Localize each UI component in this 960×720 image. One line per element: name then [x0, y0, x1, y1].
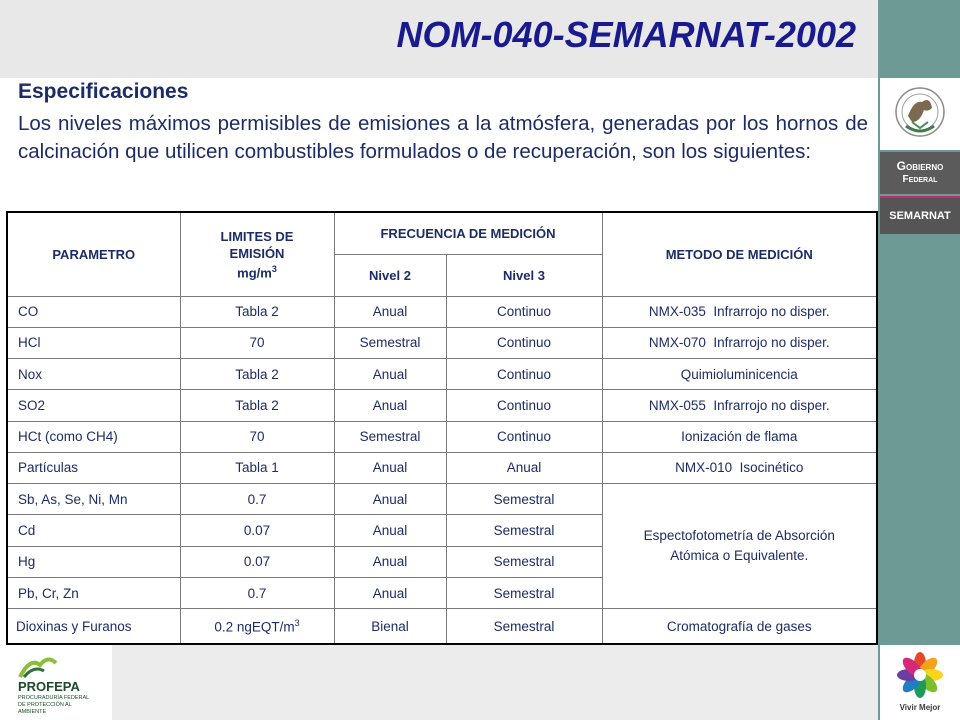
cell-nivel3: Semestral: [446, 484, 602, 515]
limites-unit-text: mg/m: [237, 265, 272, 281]
cell-nivel2: Semestral: [334, 327, 446, 358]
cell-nivel3: Semestral: [446, 577, 602, 608]
table-row: [7, 421, 877, 452]
cell-nivel2: Anual: [334, 296, 446, 327]
cell-nivel2: Anual: [334, 546, 446, 577]
cell-metodo: NMX-010 Isocinético: [602, 452, 877, 483]
header-nivel3: Nivel 3: [446, 254, 602, 296]
table-row: [7, 609, 877, 644]
cell-param: Dioxinas y Furanos: [7, 609, 180, 644]
cell-param: Hg: [7, 546, 180, 577]
table-row: [7, 484, 877, 515]
cell-limite: Tabla 1: [180, 452, 334, 483]
cell-nivel3: Semestral: [446, 609, 602, 644]
cell-nivel3: Anual: [446, 452, 602, 483]
cell-metodo: NMX-055 Infrarrojo no disper.: [602, 390, 877, 421]
footer-band: [112, 645, 878, 720]
cell-limite: [180, 609, 334, 644]
header-metodo: METODO DE MEDICIÓN: [602, 212, 877, 296]
semarnat-label: SEMARNAT: [889, 210, 951, 222]
header-bar: [0, 0, 880, 78]
cell-nivel3: Continuo: [446, 359, 602, 390]
cell-param: Partículas: [7, 452, 180, 483]
cell-nivel3: Semestral: [446, 515, 602, 546]
cell-nivel2: Anual: [334, 390, 446, 421]
cell-nivel2: Anual: [334, 515, 446, 546]
cell-limite: 70: [180, 327, 334, 358]
cell-nivel3: Continuo: [446, 390, 602, 421]
cell-param: Pb, Cr, Zn: [7, 577, 180, 608]
cell-param: Cd: [7, 515, 180, 546]
cell-nivel3: Continuo: [446, 327, 602, 358]
emissions-table: [6, 211, 878, 645]
header-nivel2: Nivel 2: [334, 254, 446, 296]
cell-metodo-merged: Espectofotometría de Absorción Atómica o Equivalente.: [602, 484, 877, 609]
table-row: [7, 296, 877, 327]
cell-nivel2: Anual: [334, 577, 446, 608]
header-limites-unit: [185, 264, 330, 280]
cell-limite: Tabla 2: [180, 359, 334, 390]
cell-nivel2: Bienal: [334, 609, 446, 644]
table-row: [7, 452, 877, 483]
slide-title: NOM-040-SEMARNAT-2002: [396, 14, 856, 55]
coat-of-arms-area: [880, 78, 960, 150]
mexican-coat-of-arms-icon: [894, 82, 946, 146]
cell-param: CO: [7, 296, 180, 327]
gobierno-label: Gobierno: [896, 159, 944, 173]
cell-limite: 0.07: [180, 546, 334, 577]
federal-label: Federal: [902, 174, 938, 185]
cell-nivel3: Continuo: [446, 296, 602, 327]
table-header-row: [7, 212, 877, 254]
cell-nivel2: Semestral: [334, 421, 446, 452]
profepa-logo-area: [0, 645, 112, 720]
vivir-mejor-label: Vivir Mejor: [899, 703, 941, 712]
section-heading: Especificaciones: [18, 80, 189, 103]
cell-param: HCl: [7, 327, 180, 358]
cell-metodo: NMX-035 Infrarrojo no disper.: [602, 296, 877, 327]
cell-limite: Tabla 2: [180, 296, 334, 327]
table-row: [7, 359, 877, 390]
cell-metodo: NMX-070 Infrarrojo no disper.: [602, 327, 877, 358]
cell-param: SO2: [7, 390, 180, 421]
semarnat-badge: [880, 196, 960, 234]
limite-text: 0.2 ngEQT/m: [214, 619, 295, 635]
vivir-mejor-logo-area: [880, 645, 960, 720]
header-limites: [180, 212, 334, 296]
profepa-label: PROFEPA: [18, 679, 80, 694]
cell-limite: Tabla 2: [180, 390, 334, 421]
cell-metodo: Cromatografía de gases: [602, 609, 877, 644]
gobierno-federal-badge: [880, 152, 960, 194]
cell-nivel2: Anual: [334, 359, 446, 390]
cell-limite: 0.07: [180, 515, 334, 546]
section-paragraph: Los niveles máximos permisibles de emisiones a la atmósfera, generadas por los hornos de calcinación que utilicen combustibles formulados o de recuperación, son los siguientes:: [18, 112, 868, 163]
header-limites-label: LIMITES DE EMISIÓN: [220, 229, 294, 262]
cell-limite: 0.7: [180, 484, 334, 515]
cell-nivel2: Anual: [334, 452, 446, 483]
limites-unit-sup: 3: [271, 264, 277, 275]
cell-limite: 70: [180, 421, 334, 452]
cell-param: Nox: [7, 359, 180, 390]
limite-sup: 3: [294, 617, 300, 628]
table-row: [7, 327, 877, 358]
header-frecuencia: FRECUENCIA DE MEDICIÓN: [334, 212, 602, 254]
cell-nivel3: Continuo: [446, 421, 602, 452]
cell-nivel2: Anual: [334, 484, 446, 515]
cell-param: HCt (como CH4): [7, 421, 180, 452]
table-row: [7, 390, 877, 421]
profepa-sublabel: PROCURADURÍA FEDERAL DE PROTECCIÓN AL AMBIENTE: [18, 695, 90, 715]
vivir-mejor-flower-icon: [896, 651, 944, 699]
cell-param: Sb, As, Se, Ni, Mn: [7, 484, 180, 515]
cell-metodo: Ionización de flama: [602, 421, 877, 452]
profepa-logo-icon: [18, 653, 58, 679]
cell-nivel3: Semestral: [446, 546, 602, 577]
cell-metodo: Quimioluminicencia: [602, 359, 877, 390]
header-parametro: PARAMETRO: [7, 212, 180, 296]
cell-limite: 0.7: [180, 577, 334, 608]
